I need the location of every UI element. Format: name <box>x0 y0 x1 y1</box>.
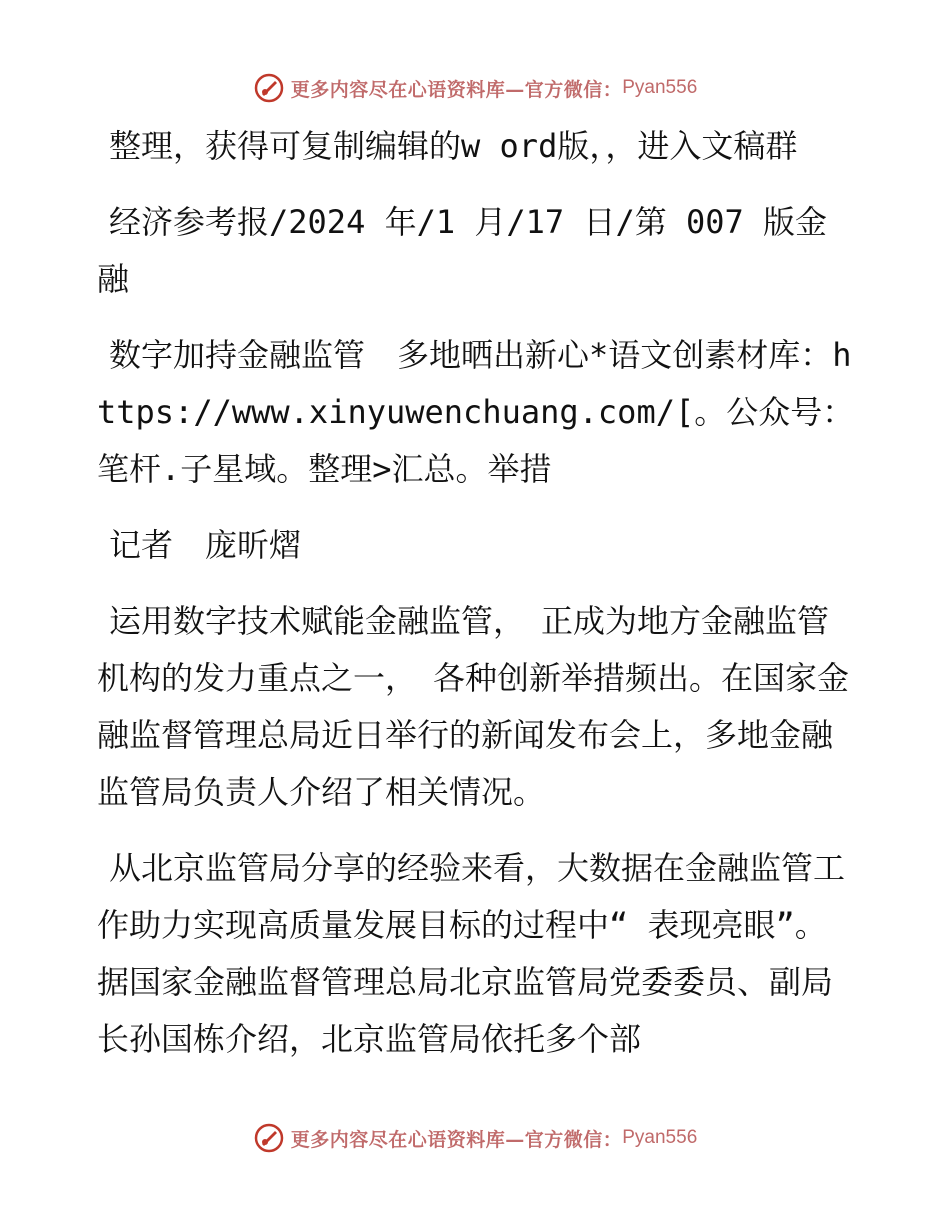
header-watermark-banner <box>0 68 950 108</box>
document-body <box>97 118 857 1087</box>
paragraph-body-1: 运用数字技术赋能金融监管， 正成为地方金融监管机构的发力重点之一， 各种创新举措频出。在国家金融监督管理总局近日举行的新闻发布会上，多地金融监管局负责人介绍了相关情况。 <box>97 602 850 811</box>
header-banner-text: 更多内容尽在心语资料库—官方微信： <box>290 78 623 101</box>
paragraph-headline: 数字加持金融监管 多地晒出新心*语文创素材库：https://www.xinyuwenchuang.com/[。公众号：笔杆.子星域。整理>汇总。举措 <box>97 336 855 488</box>
footer-banner-text: 更多内容尽在心语资料库—官方微信： <box>290 1128 623 1151</box>
footer-banner-id: Pyan556 <box>622 1127 698 1148</box>
red-quill-logo-icon <box>253 72 285 104</box>
paragraph-source: 经济参考报/2024 年/1 月/17 日/第 007 版金融 <box>97 203 828 298</box>
paragraph-intro: 整理，获得可复制编辑的w ord版，，进入文稿群 <box>109 127 798 165</box>
footer-watermark-banner <box>0 1118 950 1158</box>
red-quill-logo-icon <box>253 1122 285 1154</box>
paragraph-byline: 记者 庞昕熠 <box>109 526 302 564</box>
header-banner-id: Pyan556 <box>622 77 698 98</box>
paragraph-body-2: 从北京监管局分享的经验来看，大数据在金融监管工作助力实现高质量发展目标的过程中“ 表现亮眼”。据国家金融监督管理总局北京监管局党委委员、副局长孙国栋介绍，北京监管局依托多个部 <box>97 849 846 1058</box>
